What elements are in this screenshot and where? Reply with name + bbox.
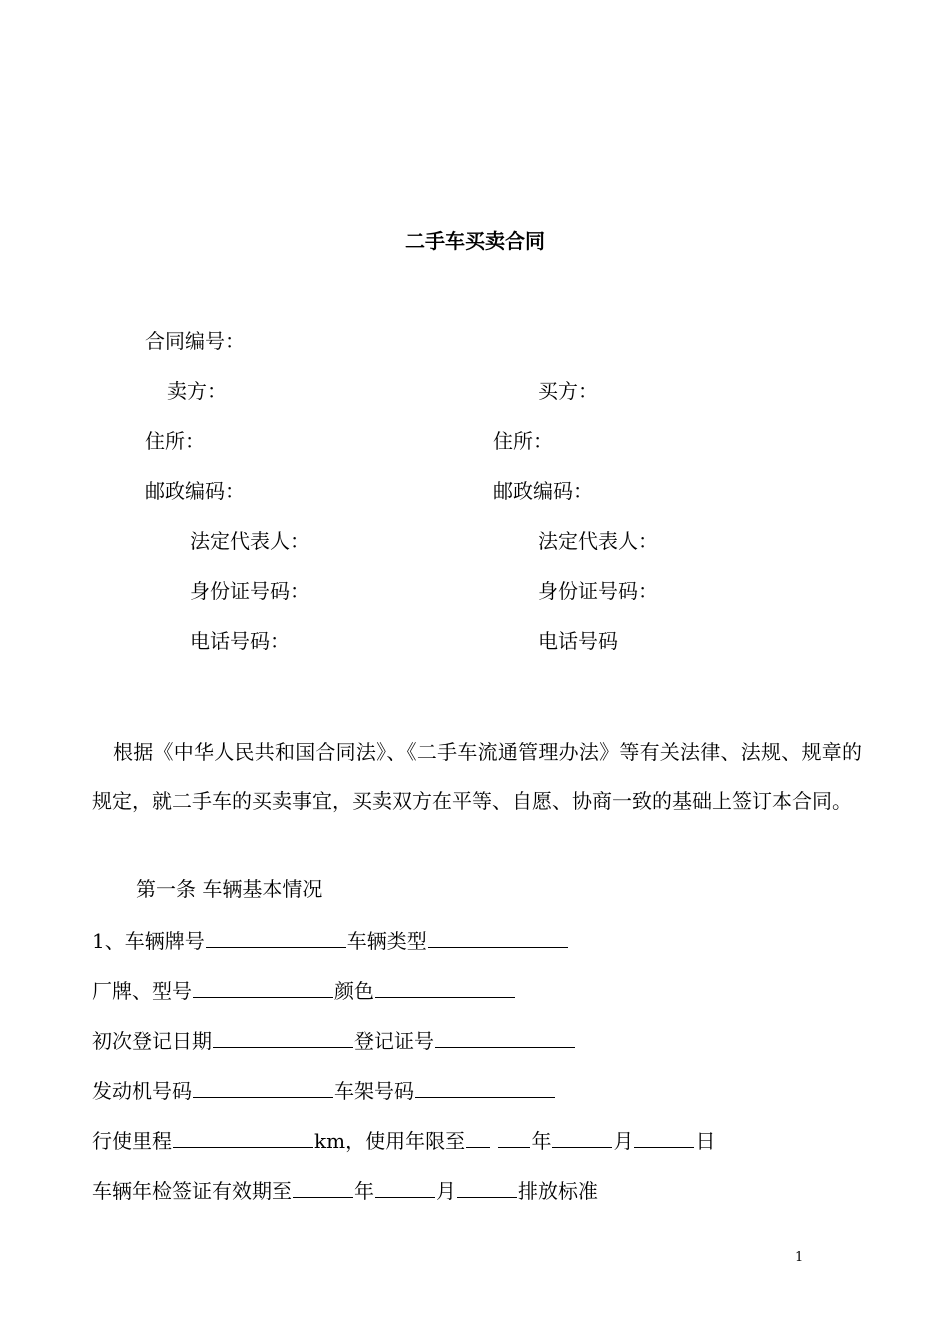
vehicle-type-blank[interactable] [428, 927, 568, 948]
reg-cert-no-label: 登记证号 [354, 1029, 434, 1053]
inspection-year-blank[interactable] [293, 1177, 353, 1198]
use-limit-day-blank[interactable] [634, 1127, 694, 1148]
plate-blank[interactable] [206, 927, 346, 948]
buyer-phone-label: 电话号码 [538, 629, 618, 653]
seller-legal-rep-label: 法定代表人： [190, 529, 310, 553]
inspection-month-label: 月 [436, 1179, 456, 1203]
vehicle-line-inspection [92, 1177, 598, 1203]
frame-no-blank[interactable] [415, 1077, 555, 1098]
seller-label: 卖方： [167, 379, 227, 403]
use-limit-year-blank-b[interactable] [498, 1127, 530, 1148]
seller-phone-label: 电话号码： [190, 629, 290, 653]
mileage-label: 行使里程 [92, 1129, 172, 1153]
buyer-postcode-label: 邮政编码： [493, 479, 593, 503]
km-use-limit-label: km，使用年限至 [314, 1129, 466, 1153]
frame-no-label: 车架号码 [334, 1079, 414, 1103]
page-number: 1 [795, 1250, 804, 1265]
buyer-address-label: 住所： [493, 429, 553, 453]
contract-number-label: 合同编号： [145, 329, 245, 353]
use-limit-year-blank-a[interactable] [466, 1127, 490, 1148]
inspection-year-label: 年 [354, 1179, 374, 1203]
engine-no-label: 发动机号码 [92, 1079, 192, 1103]
inspection-day-blank[interactable] [457, 1177, 517, 1198]
seller-address-label: 住所： [145, 429, 205, 453]
buyer-legal-rep-label: 法定代表人： [538, 529, 658, 553]
document-title: 二手车买卖合同 [405, 229, 545, 253]
first-reg-date-label: 初次登记日期 [92, 1029, 212, 1053]
buyer-id-number-label: 身份证号码： [538, 579, 658, 603]
inspection-valid-label: 车辆年检签证有效期至 [92, 1179, 292, 1203]
vehicle-type-label: 车辆类型 [346, 929, 427, 953]
inspection-month-blank[interactable] [375, 1177, 435, 1198]
vehicle-line-mileage [92, 1127, 715, 1153]
day-label: 日 [695, 1129, 716, 1153]
reg-cert-no-blank[interactable] [435, 1027, 575, 1048]
brand-model-blank[interactable] [193, 977, 333, 998]
plate-label: 1、车辆牌号 [92, 929, 205, 953]
preamble-paragraph: 根据《中华人民共和国合同法》、《二手车流通管理办法》等有关法律、法规、规章的规定，就二手车的买卖事宜，买卖双方在平等、自愿、协商一致的基础上签订本合同。 [92, 740, 862, 813]
year-label: 年 [531, 1129, 552, 1153]
vehicle-line-brand [92, 977, 516, 1003]
vehicle-line-engine [92, 1077, 556, 1103]
mileage-blank[interactable] [173, 1127, 313, 1148]
color-label: 颜色 [334, 979, 374, 1003]
color-blank[interactable] [375, 977, 515, 998]
use-limit-month-blank[interactable] [552, 1127, 612, 1148]
engine-no-blank[interactable] [193, 1077, 333, 1098]
brand-model-label: 厂牌、型号 [92, 979, 192, 1003]
buyer-label: 买方： [538, 379, 598, 403]
vehicle-line-plate [92, 927, 569, 953]
seller-id-number-label: 身份证号码： [190, 579, 310, 603]
article-1-heading: 第一条 车辆基本情况 [136, 877, 323, 901]
vehicle-line-registration [92, 1027, 576, 1053]
first-reg-date-blank[interactable] [213, 1027, 353, 1048]
emission-std-label: 排放标准 [518, 1179, 598, 1203]
seller-postcode-label: 邮政编码： [145, 479, 245, 503]
month-label: 月 [613, 1129, 634, 1153]
